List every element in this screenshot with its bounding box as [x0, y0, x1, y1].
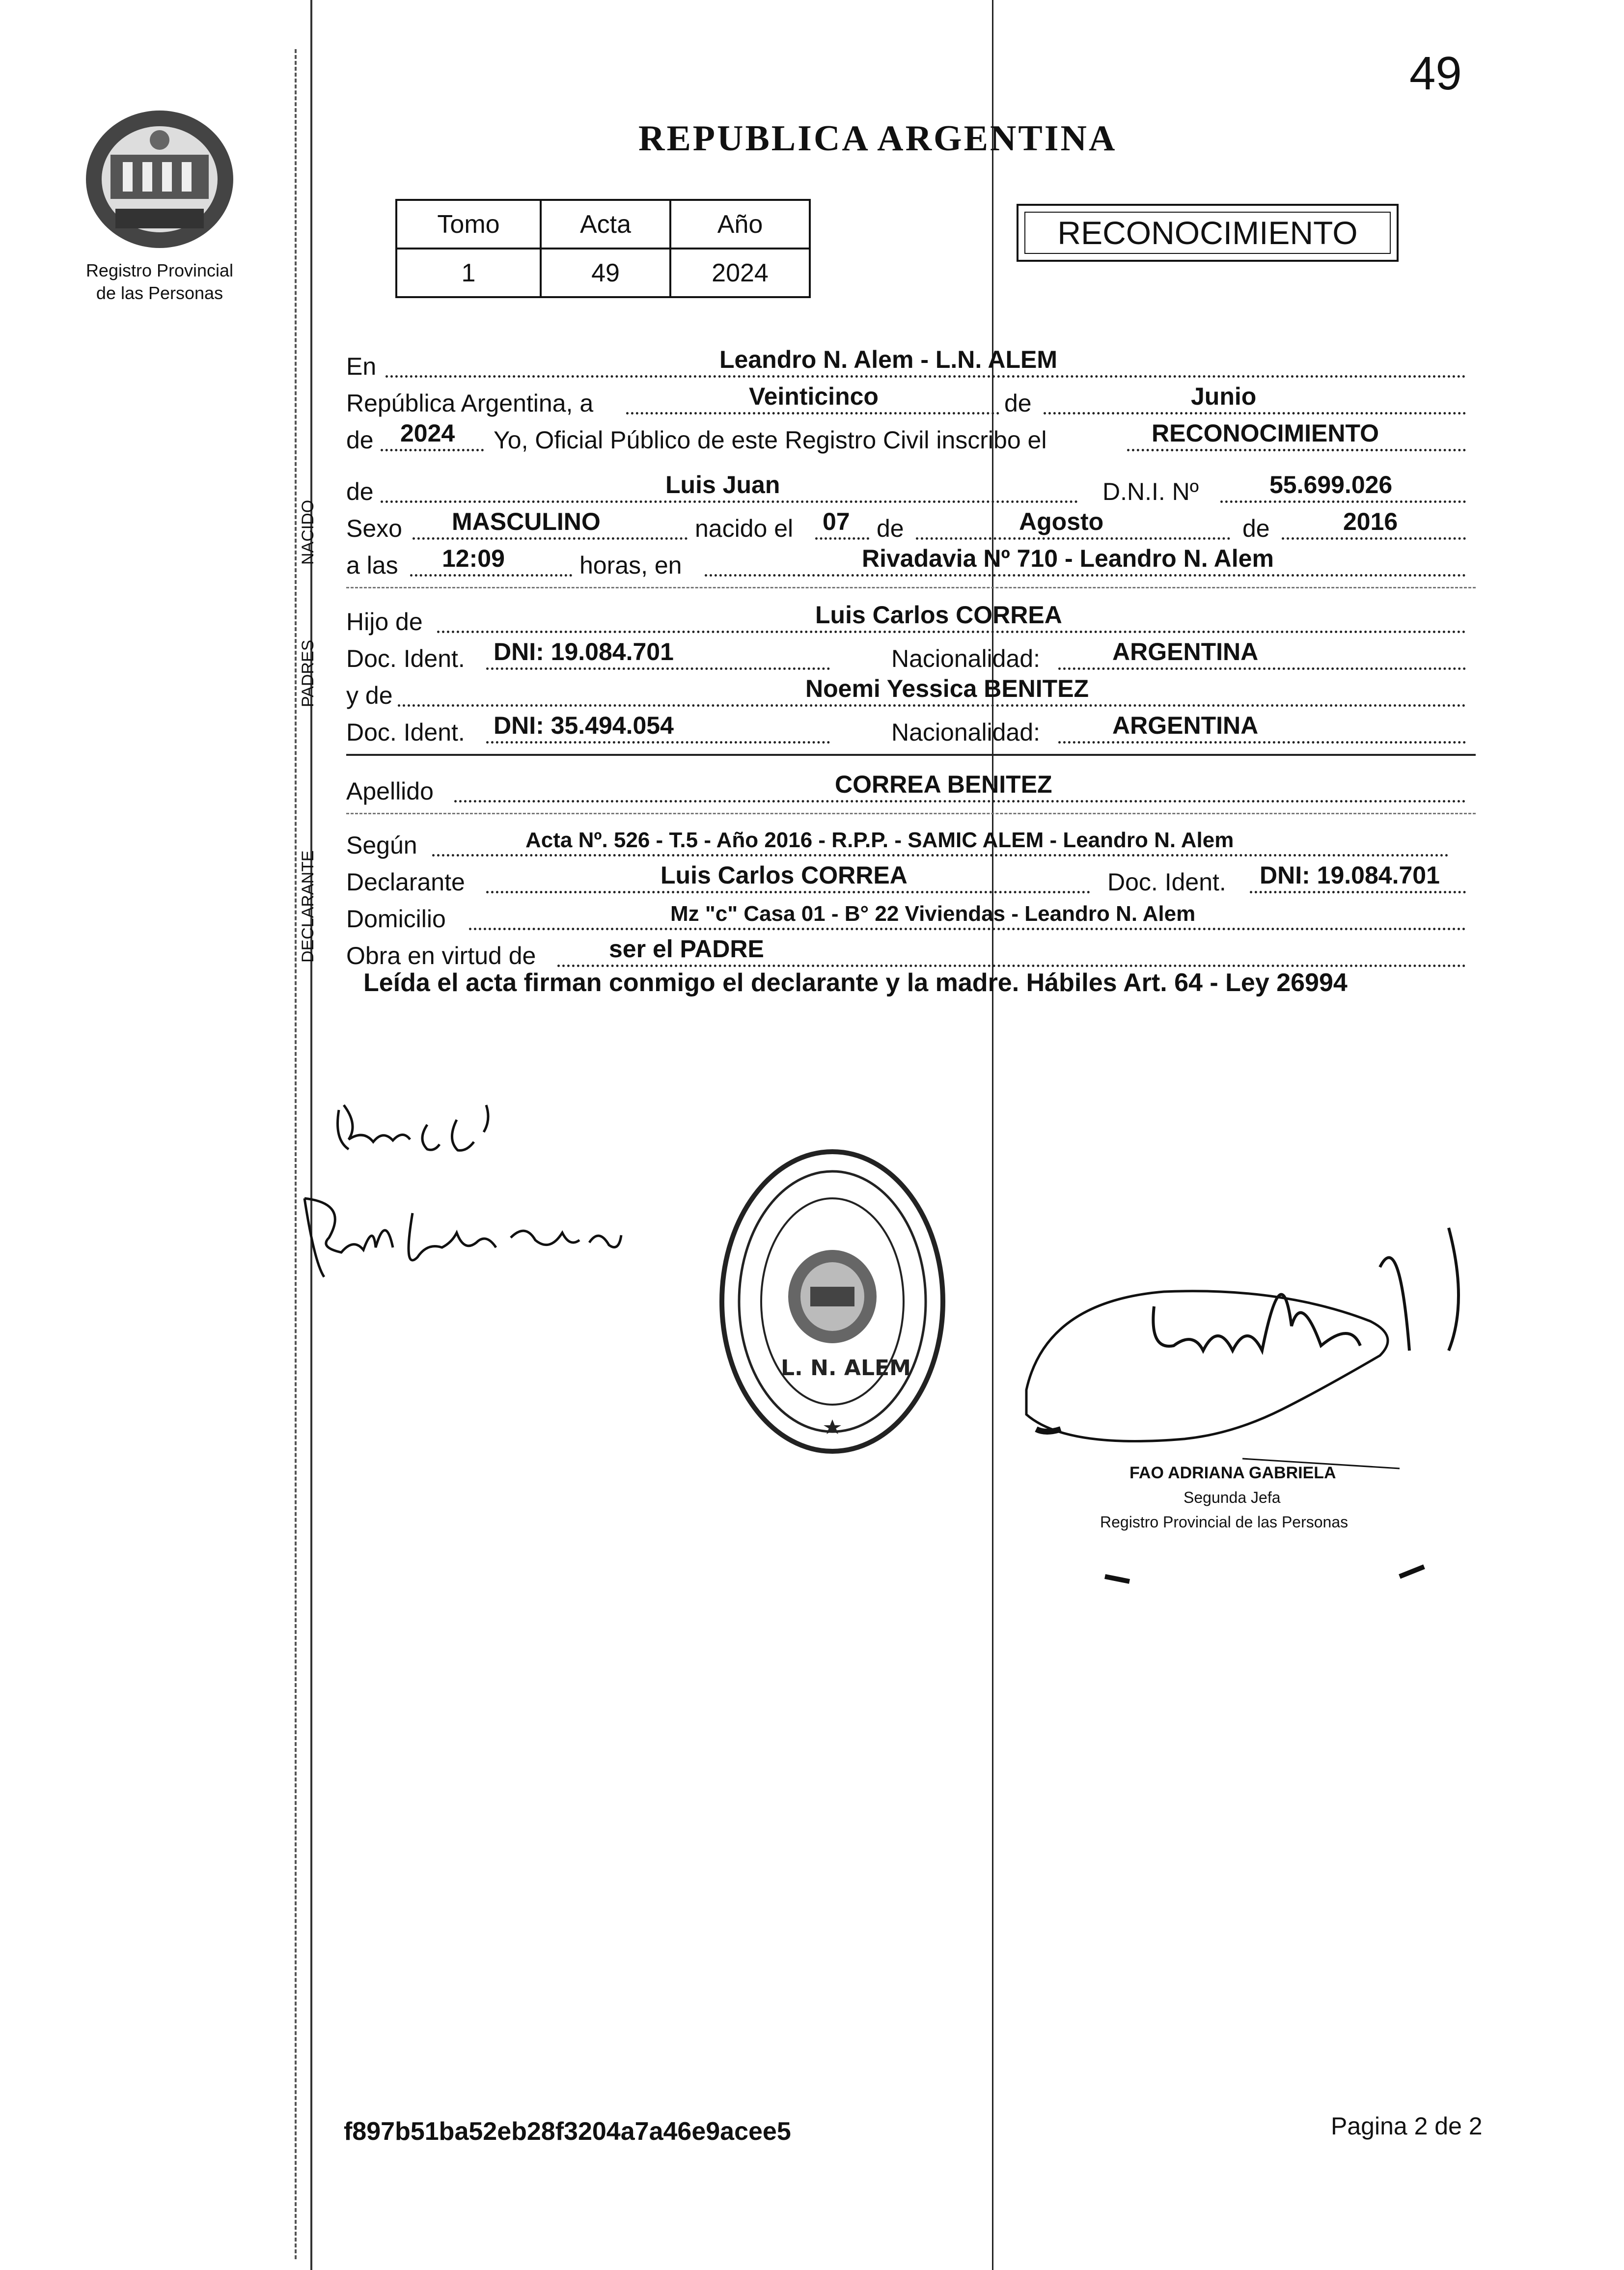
dots-declarante-doc: [1250, 891, 1466, 893]
misiones-logo-icon: [81, 106, 238, 253]
row-hora: [346, 545, 1471, 580]
value-tomo: 1: [396, 249, 541, 297]
dots-declarante: [486, 891, 1090, 893]
row-apellido: [346, 771, 1471, 805]
page-indicator: Pagina 2 de 2: [1331, 2112, 1483, 2140]
logo-caption-line2: de las Personas: [96, 283, 223, 303]
label-doc: Doc. Ident.: [346, 645, 465, 672]
value-madre-nac: ARGENTINA: [1112, 712, 1259, 739]
side-label-declarante: DECLARANTE: [299, 850, 317, 963]
label-dni: D.N.I. Nº: [1102, 478, 1199, 505]
side-label-nacido: NACIDO: [299, 499, 317, 565]
row-inscribo: [346, 420, 1471, 454]
value-padre-nac: ARGENTINA: [1112, 638, 1259, 665]
dots-nombre: [381, 500, 1078, 503]
label-nac2: Nacionalidad:: [891, 719, 1040, 746]
dots-inscribo: [1127, 449, 1466, 451]
label-declarante: Declarante: [346, 868, 465, 896]
row-padre-doc: [346, 638, 1471, 673]
registry-delegation-seal-icon: [717, 1144, 948, 1459]
value-inscribo: RECONOCIMIENTO: [1152, 419, 1379, 447]
value-nombre: Luis Juan: [665, 471, 780, 498]
value-en: Leandro N. Alem - L.N. ALEM: [719, 346, 1057, 373]
value-madre: Noemi Yessica BENITEZ: [805, 675, 1089, 702]
label-domicilio: Domicilio: [346, 905, 446, 933]
document-title: REPUBLICA ARGENTINA: [638, 118, 1117, 159]
row-segun: [346, 825, 1471, 859]
row-obra: [346, 936, 1471, 970]
row-republica: [346, 383, 1471, 417]
value-dni: 55.699.026: [1269, 471, 1393, 498]
value-segun: Acta Nº. 526 - T.5 - Año 2016 - R.P.P. - SAMIC ALEM - Leandro N. Alem: [525, 828, 1234, 852]
value-nac-mes: Agosto: [1019, 508, 1104, 535]
label-apellido: Apellido: [346, 777, 434, 805]
label-horas-en: horas, en: [579, 552, 682, 579]
logo-caption: [69, 259, 250, 305]
dots-en: [385, 375, 1466, 378]
row-declarante: [346, 862, 1471, 896]
section-divider-apellido: [346, 754, 1476, 756]
label-hijo: Hijo de: [346, 608, 423, 636]
row-hijo: [346, 602, 1471, 636]
logo-caption-line1: Registro Provincial: [85, 260, 234, 280]
dots-padre-doc: [486, 667, 830, 670]
row-nombre: [346, 471, 1471, 506]
header-anio: Año: [670, 200, 810, 249]
section-divider-padres: [346, 587, 1476, 588]
value-hora: 12:09: [442, 545, 505, 572]
header-acta: Acta: [541, 200, 670, 249]
label-de: de: [1004, 389, 1032, 417]
act-reference-table: [395, 199, 811, 298]
official-signature-icon: [1007, 1203, 1527, 1596]
act-table-value-row: [396, 249, 810, 297]
label-alas: a las: [346, 552, 398, 579]
value-anio: 2024: [400, 419, 455, 447]
value-mes: Junio: [1191, 383, 1257, 410]
left-margin-line: [310, 0, 312, 2270]
label-inscribo: Yo, Oficial Público de este Registro Civil inscribo el: [494, 426, 1047, 454]
act-type-inner-border: [1024, 212, 1391, 254]
document-hash: f897b51ba52eb28f3204a7a46e9acee5: [344, 2117, 791, 2146]
dots-nac-anio: [1282, 537, 1466, 540]
dots-madre-doc: [486, 741, 830, 744]
label-doc2: Doc. Ident.: [346, 719, 465, 746]
value-apellido: CORREA BENITEZ: [835, 771, 1052, 798]
label-doc3: Doc. Ident.: [1107, 868, 1226, 896]
value-dia: Veinticinco: [749, 383, 879, 410]
seal-inner-text: L. N. ALEM: [781, 1356, 911, 1381]
legal-note: Leída el acta firman conmigo el declarante y la madre. Hábiles Art. 64 - Ley 26994: [363, 969, 1348, 997]
official-role: Segunda Jefa: [1184, 1489, 1281, 1506]
mother-signature-icon: [295, 1184, 629, 1292]
dots-domicilio: [469, 928, 1466, 930]
dots-nac-dia: [815, 537, 869, 540]
label-nacido: nacido el: [695, 515, 794, 542]
act-table-header-row: [396, 200, 810, 249]
value-declarante: Luis Carlos CORREA: [661, 861, 908, 889]
value-padre: Luis Carlos CORREA: [815, 601, 1062, 629]
value-nac-anio: 2016: [1343, 508, 1398, 535]
dots-madre: [398, 704, 1466, 707]
dots-dni: [1220, 500, 1466, 503]
value-sexo: MASCULINO: [452, 508, 601, 535]
dots-anio: [381, 449, 484, 451]
page-number: 49: [1409, 47, 1462, 100]
dots-segun: [432, 854, 1449, 857]
value-nac-dia: 07: [823, 508, 850, 535]
left-margin-dashed-line: [295, 49, 297, 2259]
section-divider-segun: [346, 813, 1476, 814]
act-type-label: RECONOCIMIENTO: [1057, 215, 1358, 251]
side-label-padres: PADRES: [299, 639, 317, 707]
official-name: FAO ADRIANA GABRIELA: [1129, 1464, 1336, 1482]
label-sexo: Sexo: [346, 515, 402, 542]
dots-hora: [410, 574, 572, 577]
value-anio: 2024: [670, 249, 810, 297]
row-sexo: [346, 508, 1471, 543]
value-lugar: Rivadavia Nº 710 - Leandro N. Alem: [862, 545, 1274, 572]
dots-nac-mes: [916, 537, 1230, 540]
label-nac: Nacionalidad:: [891, 645, 1040, 672]
header-tomo: Tomo: [396, 200, 541, 249]
dots-lugar: [705, 574, 1466, 577]
row-madre: [346, 675, 1471, 710]
dots-padre-nac: [1058, 667, 1466, 670]
value-acta: 49: [541, 249, 670, 297]
row-domicilio: [346, 899, 1471, 933]
label-de3: de: [346, 478, 374, 505]
dots-padre: [437, 631, 1466, 633]
label-yde: y de: [346, 682, 393, 709]
dots-apellido: [454, 800, 1466, 803]
act-type-box: [1017, 204, 1399, 262]
label-de5: de: [1242, 515, 1270, 542]
value-madre-doc: DNI: 35.494.054: [494, 712, 674, 739]
value-domicilio: Mz "c" Casa 01 - B° 22 Viviendas - Leandro N. Alem: [670, 902, 1196, 926]
dots-mes: [1044, 412, 1466, 415]
declarant-signature-icon: [329, 1095, 506, 1164]
value-declarante-doc: DNI: 19.084.701: [1260, 861, 1440, 889]
center-fold-line: [992, 0, 993, 2270]
value-obra: ser el PADRE: [609, 935, 764, 963]
dots-sexo: [413, 537, 688, 540]
label-obra: Obra en virtud de: [346, 942, 536, 969]
label-republica: República Argentina, a: [346, 389, 594, 417]
label-en: En: [346, 353, 377, 380]
label-de4: de: [877, 515, 904, 542]
value-padre-doc: DNI: 19.084.701: [494, 638, 674, 665]
row-madre-doc: [346, 712, 1471, 747]
official-office: Registro Provincial de las Personas: [1100, 1513, 1349, 1531]
dots-dia: [626, 412, 999, 415]
dots-madre-nac: [1058, 741, 1466, 744]
row-en: [346, 346, 1471, 381]
label-segun: Según: [346, 831, 417, 859]
label-de2: de: [346, 426, 374, 454]
